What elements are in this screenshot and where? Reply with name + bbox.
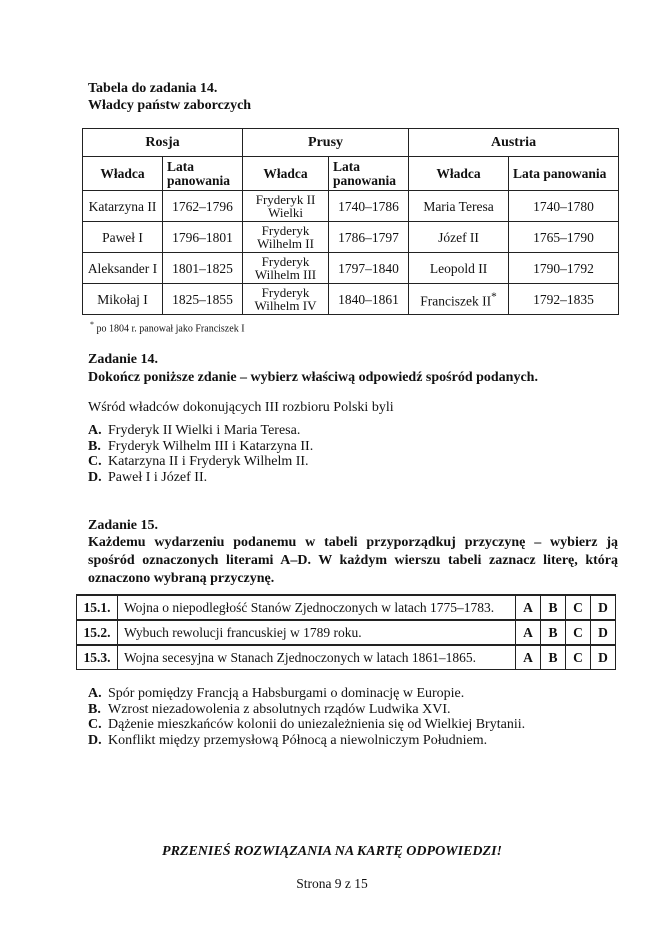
years-column-header: Lata panowania [163,157,243,191]
table-cell [409,284,509,315]
option-text: Fryderyk II Wielki i Maria Teresa. [108,423,301,438]
choice-b[interactable]: B [541,595,566,620]
ruler-column-header: Władca [83,157,163,191]
table-row [83,253,619,284]
cause-option [88,702,525,718]
ruler-name: Franciszek II [420,293,492,309]
task14-options [88,423,313,485]
table-cell: 1765–1790 [509,222,619,253]
option-text: Konflikt między przemysłową Północą a niewolniczym Południem. [108,732,488,748]
table-cell: Fryderyk Wilhelm II [243,222,329,253]
footnote-marker: * [90,320,94,329]
choice-a[interactable]: A [516,645,541,670]
choice-d[interactable]: D [591,620,616,645]
table-cell: 1796–1801 [163,222,243,253]
table-cell: Fryderyk II Wielki [243,191,329,222]
choice-a[interactable]: A [516,620,541,645]
table-cell: Fryderyk Wilhelm IV [243,284,329,315]
answer-option[interactable] [88,423,313,439]
option-letter: D. [88,732,102,748]
task14-title: Zadanie 14. [88,352,159,367]
task15-command: Każdemu wydarzeniu podanemu w tabeli przyporządkuj przyczynę – wybierz ją spośród oznaczonych literami A–D. W każdym wierszu tabeli zaznacz literę, którą oznaczono wybraną przyczynę. [88,535,618,586]
choice-c[interactable]: C [566,645,591,670]
country-header: Prusy [243,129,409,157]
choice-a[interactable]: A [516,595,541,620]
table-cell: 1801–1825 [163,253,243,284]
choice-d[interactable]: D [591,595,616,620]
table-row [83,222,619,253]
choice-c[interactable]: C [566,620,591,645]
ruler-column-header: Władca [243,157,329,191]
transfer-notice: PRZENIEŚ ROZWIĄZANIA NA KARTĘ ODPOWIEDZI! [162,844,502,859]
task14-command: Dokończ poniższe zdanie – wybierz właściwą odpowiedź spośród podanych. [88,370,538,385]
option-text: Dążenie mieszkańców kolonii do uniezależnienia się od Wielkiej Brytanii. [108,717,526,732]
events-table [76,594,616,670]
table-caption-subtitle: Władcy państw zaborczych [88,98,252,113]
years-column-header: Lata panowania [329,157,409,191]
cause-option [88,717,525,733]
option-letter: C. [88,454,102,469]
option-text: Katarzyna II i Fryderyk Wilhelm II. [108,454,309,469]
answer-option[interactable] [88,454,313,470]
table-caption [88,80,251,114]
table-cell: 1825–1855 [163,284,243,315]
option-letter: A. [88,423,102,438]
table-cell: Fryderyk Wilhelm III [243,253,329,284]
cause-option [88,733,525,749]
event-number: 15.1. [77,595,118,620]
table-caption-title: Tabela do zadania 14. [88,81,218,96]
option-text: Wzrost niezadowolenia z absolutnych rządów Ludwika XVI. [108,701,451,717]
table-cell: Mikołaj I [83,284,163,315]
option-text: Fryderyk Wilhelm III i Katarzyna II. [108,438,314,454]
choice-d[interactable]: D [591,645,616,670]
event-number: 15.2. [77,620,118,645]
table-cell: Józef II [409,222,509,253]
task15-causes [88,686,525,748]
answer-option[interactable] [88,470,313,486]
table-cell: 1792–1835 [509,284,619,315]
years-column-header: Lata panowania [509,157,619,191]
option-letter: C. [88,717,102,732]
rulers-table [82,128,619,315]
table-row [83,191,619,222]
table-cell: 1762–1796 [163,191,243,222]
choice-b[interactable]: B [541,645,566,670]
table-cell: Aleksander I [83,253,163,284]
choice-b[interactable]: B [541,620,566,645]
table-cell: 1786–1797 [329,222,409,253]
table-cell: Paweł I [83,222,163,253]
event-description: Wybuch rewolucji francuskiej w 1789 roku. [118,620,516,645]
option-text: Paweł I i Józef II. [108,469,208,485]
table-row [83,284,619,315]
event-description: Wojna secesyjna w Stanach Zjednoczonych w latach 1861–1865. [118,645,516,670]
table-row [77,595,616,620]
table-cell: 1797–1840 [329,253,409,284]
table-cell: Maria Teresa [409,191,509,222]
country-header: Rosja [83,129,243,157]
ruler-column-header: Władca [409,157,509,191]
table-cell: 1740–1786 [329,191,409,222]
footnote-text: po 1804 r. panował jako Franciszek I [96,323,245,335]
footnote [90,320,245,334]
task14-stem: Wśród władców dokonujących III rozbioru Polski byli [88,400,394,415]
table-cell: 1740–1780 [509,191,619,222]
cause-option [88,686,525,702]
task15-title: Zadanie 15. [88,518,159,533]
page-number: Strona 9 z 15 [296,876,368,891]
footnote-marker: * [491,290,497,303]
table-cell: Katarzyna II [83,191,163,222]
event-description: Wojna o niepodległość Stanów Zjednoczonych w latach 1775–1783. [118,595,516,620]
table-cell: 1790–1792 [509,253,619,284]
event-number: 15.3. [77,645,118,670]
option-letter: A. [88,686,102,701]
table-row [77,645,616,670]
option-letter: B. [88,701,101,717]
answer-option[interactable] [88,439,313,455]
table-cell: 1840–1861 [329,284,409,315]
table-row [77,620,616,645]
choice-c[interactable]: C [566,595,591,620]
table-cell: Leopold II [409,253,509,284]
option-text: Spór pomiędzy Francją a Habsburgami o dominację w Europie. [108,686,465,701]
country-header: Austria [409,129,619,157]
option-letter: D. [88,469,102,485]
option-letter: B. [88,438,101,454]
